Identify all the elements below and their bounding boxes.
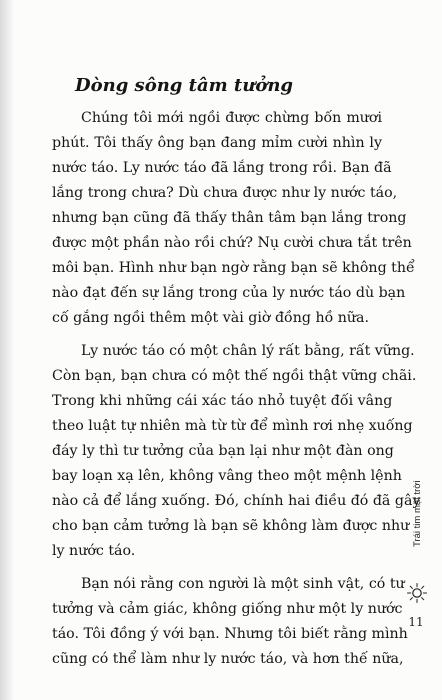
paragraph-line: bay loạn xạ lên, không vâng theo một mệnh lệnh bbox=[52, 468, 402, 484]
paragraph-line: được một phần nào rồi chứ? Nụ cười chưa tắt trên bbox=[52, 235, 412, 251]
paragraph-line: cố gắng ngồi thêm một vài giờ đồng hồ nữa. bbox=[52, 310, 370, 326]
paragraph-line: lắng trong chưa? Dù chưa được như ly nước táo, bbox=[52, 185, 398, 201]
paragraph-line: nước táo. Ly nước táo đã lắng trong rồi. Bạn đã bbox=[52, 160, 392, 176]
paragraph-3 bbox=[52, 572, 408, 672]
paragraph-line: phút. Tôi thấy ông bạn đang mỉm cười nhìn ly bbox=[52, 135, 382, 151]
side-running-header bbox=[392, 470, 442, 640]
paragraph-line: Trong khi những cái xác táo nhỏ tuyệt đối vâng bbox=[52, 393, 393, 409]
paragraph-line: Bạn nói rằng con người là một sinh vật, có tư bbox=[81, 576, 405, 592]
paragraph-line: cho bạn cảm tưởng là bạn sẽ không làm được như bbox=[52, 518, 410, 534]
paragraph-line: táo. Tôi đồng ý với bạn. Nhưng tôi biết rằng mình bbox=[52, 626, 408, 642]
paragraph-1 bbox=[52, 106, 415, 331]
book-title: Trái tim mặt trời bbox=[412, 480, 423, 548]
page-number: 11 bbox=[408, 615, 424, 629]
paragraph-line: Chúng tôi mới ngồi được chừng bốn mươi bbox=[81, 110, 382, 126]
paragraph-line: Còn bạn, bạn chưa có một thế ngồi thật vững chãi. bbox=[52, 368, 417, 384]
paragraph-line: nhưng bạn cũng đã thấy thân tâm bạn lắng trong bbox=[52, 210, 407, 226]
sun-icon bbox=[406, 582, 428, 604]
paragraph-line: đáy ly thì tư tưởng của bạn lại như một đàn ong bbox=[52, 443, 394, 459]
paragraph-line: nào cả để lắng xuống. Đó, chính hai điều đó đã gây bbox=[52, 493, 421, 509]
paragraph-line: Ly nước táo có một chân lý rất bằng, rất vững. bbox=[81, 343, 415, 359]
paragraph-line: theo luật tự nhiên mà từ từ để mình rơi nhẹ xuống bbox=[52, 418, 413, 434]
paragraph-line: ly nước táo. bbox=[52, 543, 136, 559]
chapter-title: Dòng sông tâm tưởng bbox=[75, 75, 294, 97]
paragraph-line: nào đạt đến sự lắng trong của ly nước táo dù bạn bbox=[52, 285, 406, 301]
paragraph-line: tưởng và cảm giác, không giống như một ly nước bbox=[52, 601, 403, 617]
scan-edge-shadow bbox=[0, 0, 14, 700]
paragraph-line: môi bạn. Hình như bạn ngờ rằng bạn sẽ không thể bbox=[52, 260, 415, 276]
paragraph-line: cũng có thể làm như ly nước táo, và hơn thế nữa, bbox=[52, 651, 404, 667]
